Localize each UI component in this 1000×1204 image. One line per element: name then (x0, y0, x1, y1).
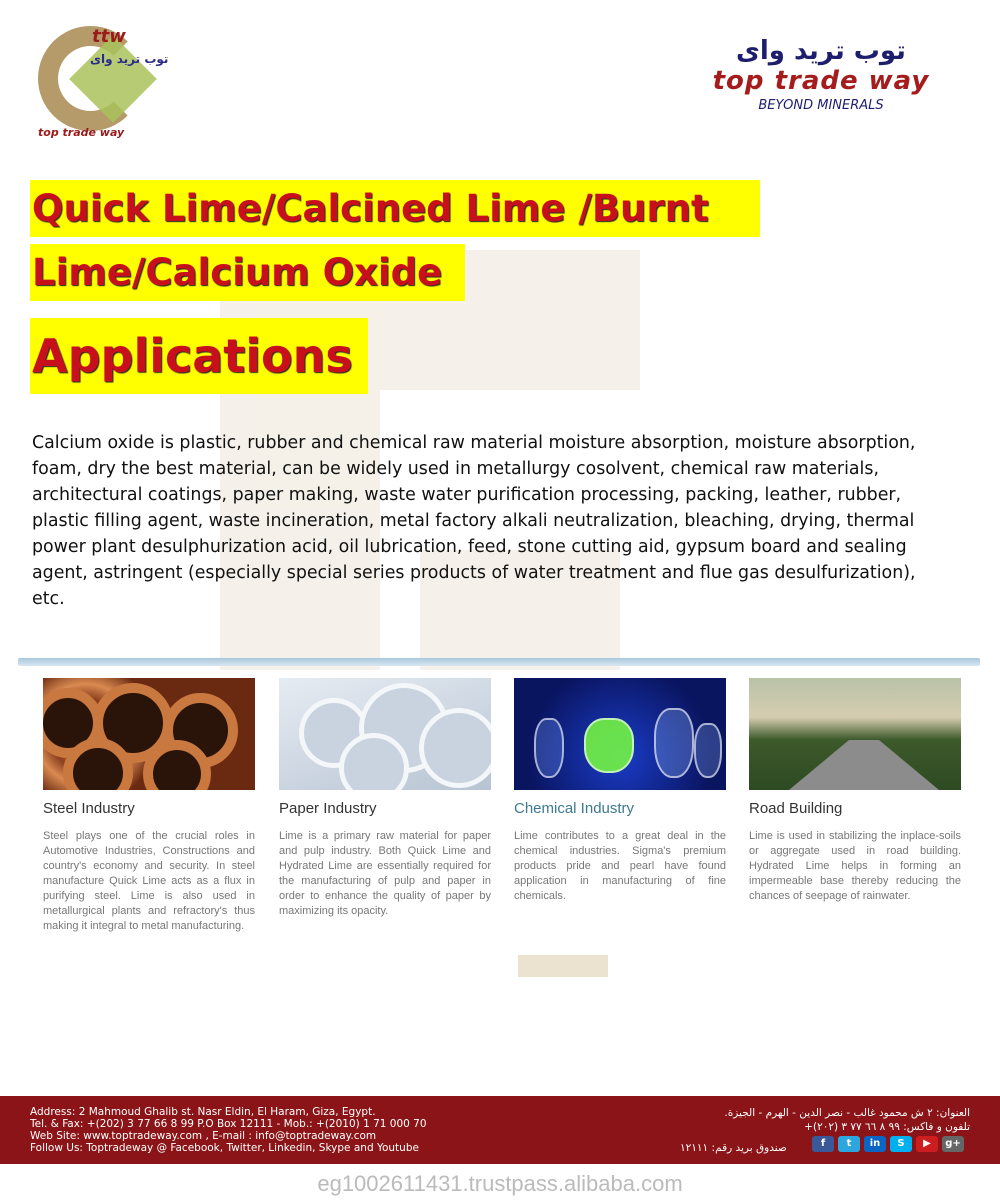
industry-description: Lime is used in stabilizing the inplace-soils or aggregate used in road building. Hydrated Lime helps in forming an impermeable base thereby reducing the chances of seepage of rainwater. (749, 830, 961, 902)
footer-arabic-address: العنوان: ٢ ش محمود غالب - نصر الدين - الهرم - الجيزة. (724, 1107, 970, 1119)
footer-phone: Tel. & Fax: +(202) 3 77 66 8 99 P.O Box 12111 - Mob.: +(2010) 1 71 000 70 (30, 1118, 427, 1130)
contact-footer (0, 1096, 1000, 1164)
page-title-line-2: Lime/Calcium Oxide (30, 244, 465, 301)
linkedin-icon[interactable]: in (864, 1136, 886, 1152)
facebook-icon[interactable]: f (812, 1136, 834, 1152)
footer-arabic-postbox: صندوق بريد رقم: ١٢١١١ (680, 1142, 787, 1154)
industry-title: Chemical Industry (514, 800, 635, 817)
industry-card-chemical (514, 678, 726, 904)
logo-right-tagline: BEYOND MINERALS (758, 98, 884, 113)
googleplus-icon[interactable]: g+ (942, 1136, 964, 1152)
footer-address: Address: 2 Mahmoud Ghalib st. Nasr Eldin, El Haram, Giza, Egypt. (30, 1106, 376, 1118)
industry-card-steel (43, 678, 255, 934)
steel-coils-image (43, 678, 255, 790)
company-logo-right (656, 36, 986, 116)
section-heading: Applications (30, 318, 368, 394)
logo-right-arabic: توب تريد واى (736, 36, 906, 66)
logo-caption: top trade way (38, 126, 125, 139)
twitter-icon[interactable]: t (838, 1136, 860, 1152)
industry-description: Steel plays one of the crucial roles in Automotive Industries, Constructions and country's economy and security. In steel manufacture Quick Lime acts as a flux in purifying steel. Lime is also used in metallurgical plants and refractory's thus making it integral to metal manufacturing. (43, 830, 255, 932)
industry-card-paper (279, 678, 491, 919)
social-links (812, 1136, 964, 1152)
logo-mini-text: ttw (92, 26, 126, 47)
applications-paragraph: Calcium oxide is plastic, rubber and chemical raw material moisture absorption, moisture absorption, foam, dry the best material, can be widely used in metallurgy cosolvent, chemical raw materials, architectural coatings, paper making, waste water purification processing, packing, leather, rubber, plastic filling agent, waste incineration, metal factory alkali neutralization, bleaching, drying, thermal power plant desulphurization acid, oil lubrication, feed, stone cutting aid, gypsum board and sealing agent, astringent (especially special series products of water treatment and flue gas desulfurization), etc. (32, 433, 916, 609)
footer-contact-en (30, 1106, 427, 1154)
industry-title: Paper Industry (279, 800, 377, 817)
industry-description: Lime contributes to a great deal in the chemical industries. Sigma's premium products pride and pearl have found application in manufacturing of fine chemicals. (514, 830, 726, 902)
watermark-fragment (518, 955, 608, 977)
chemical-flasks-image (514, 678, 726, 790)
paper-rolls-image (279, 678, 491, 790)
footer-follow: Follow Us: Toptradeway @ Facebook, Twitter, Linkedin, Skype and Youtube (30, 1142, 419, 1154)
road-landscape-image (749, 678, 961, 790)
company-logo-left (30, 18, 170, 143)
industry-title: Road Building (749, 800, 843, 817)
logo-right-name: top trade way (712, 66, 930, 96)
trustpass-watermark (0, 1164, 1000, 1204)
page-title-line-1: Quick Lime/Calcined Lime /Burnt (30, 180, 760, 237)
skype-icon[interactable]: S (890, 1136, 912, 1152)
footer-contact-ar (724, 1106, 970, 1134)
logo-arabic-text: توب تريد واى (90, 52, 169, 66)
footer-web: Web Site: www.toptradeway.com , E-mail : info@toptradeway.com (30, 1130, 377, 1142)
trustpass-url: eg1002611431.trustpass.alibaba.com (317, 1171, 683, 1196)
youtube-icon[interactable]: ▶ (916, 1136, 938, 1152)
industry-title: Steel Industry (43, 800, 135, 817)
industry-description: Lime is a primary raw material for paper and pulp industry. Both Quick Lime and Hydrated Lime are essentially required for the manufacturing of pulp and paper in order to enhance the quality of paper by maximizing its opacity. (279, 830, 491, 917)
industry-card-road (749, 678, 961, 904)
divider (18, 658, 980, 666)
footer-arabic-phone: تلفون و فاكس: ٩٩ ٨ ٦٦ ٧٧ ٣ (٢٠٢)+ (804, 1121, 970, 1133)
